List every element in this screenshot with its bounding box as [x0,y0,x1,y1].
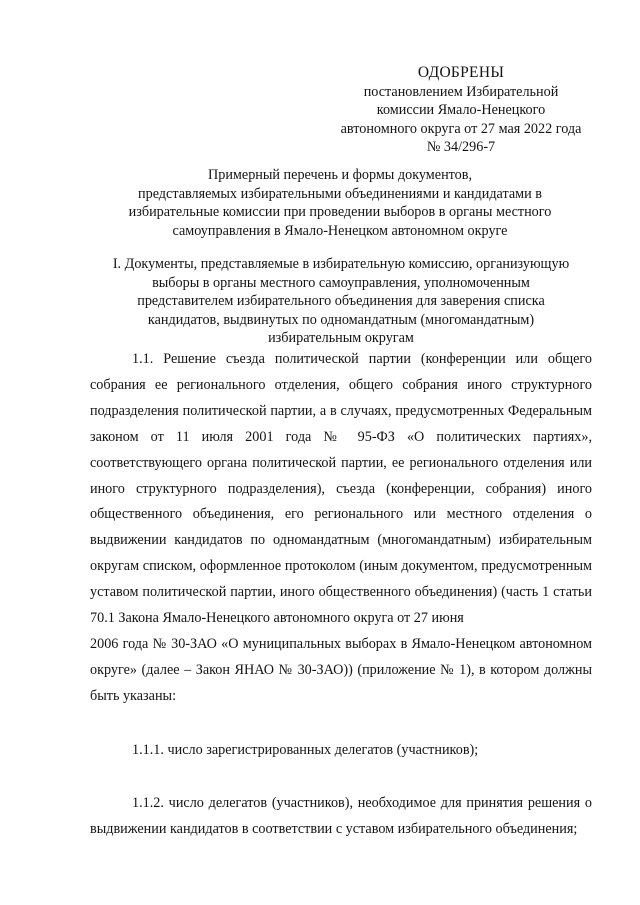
approval-line: постановлением Избирательной [363,83,559,100]
approval-stamp: ОДОБРЕНЫ [417,64,505,81]
paragraph-1-1-part-b: 2006 года № 30-ЗАО «О муниципальных выборах в Ямало-Ненецком автономном округе» (далее – Закон ЯНАО № 30-ЗАО)) (приложение № 1), в котором должны быть указаны: [90,635,592,704]
title-line: представляемых избирательными объединениями и кандидатами в [138,185,542,202]
title-line: избирательные комиссии при проведении выборов в органы местного [128,204,552,221]
paragraph-1-1 [90,347,592,710]
approval-block [330,64,592,157]
section-heading-line: кандидатов, выдвинутых по одномандатным (многомандатным) [147,311,535,328]
title-line: Примерный перечень и формы документов, [207,167,473,183]
approval-line: автономного округа от 27 мая 2022 года [340,120,582,137]
approval-number: № 34/296-7 [426,139,496,155]
section-heading-line: I. Документы, представляемые в избирательную комиссию, организующую [112,256,570,272]
title-line: самоуправления в Ямало-Ненецком автономном округе [172,222,508,239]
approval-line: комиссии Ямало-Ненецкого [376,102,546,118]
section-heading-line: избирательным округам [268,330,414,347]
section-heading-line: выборы в органы местного самоуправления, уполномоченным [152,274,530,291]
paragraph-1-1-part-a: 1.1. Решение съезда политической партии (конференции или общего собрания ее регионального отделения, общего собрания иного структурного подразделения политической партии, а в случаях, предусмотренных Федеральным законом от 11 июля 2001 года № 95-ФЗ «О политических партиях», соответствующего органа политической партии, ее регионального отделения или иного структурного подразделения), съезда (конференции, собрания) иного общественного объединения, его регионального или местного отделения о выдвижении кандидатов по одномандатным (многомандатным) избирательным округам списком, оформленное протоколом (иным документом, предусмотренным уставом политической партии, иного общественного объединения) (часть 1 статьи 70.1 Закона Ямало-Ненецкого автономного округа от 27 июня [90,351,592,627]
document-title [98,166,582,240]
paragraph-1-1-2: 1.1.2. число делегатов (участников), необходимое для принятия решения о выдвижении кандидатов в соответствии с уставом избирательного объединения; [90,795,592,837]
section-heading-line: представителем избирательного объединения для заверения списка [137,293,545,310]
section-heading [92,255,590,348]
paragraph-1-1-1: 1.1.1. число зарегистрированных делегатов (участников); [132,742,479,758]
